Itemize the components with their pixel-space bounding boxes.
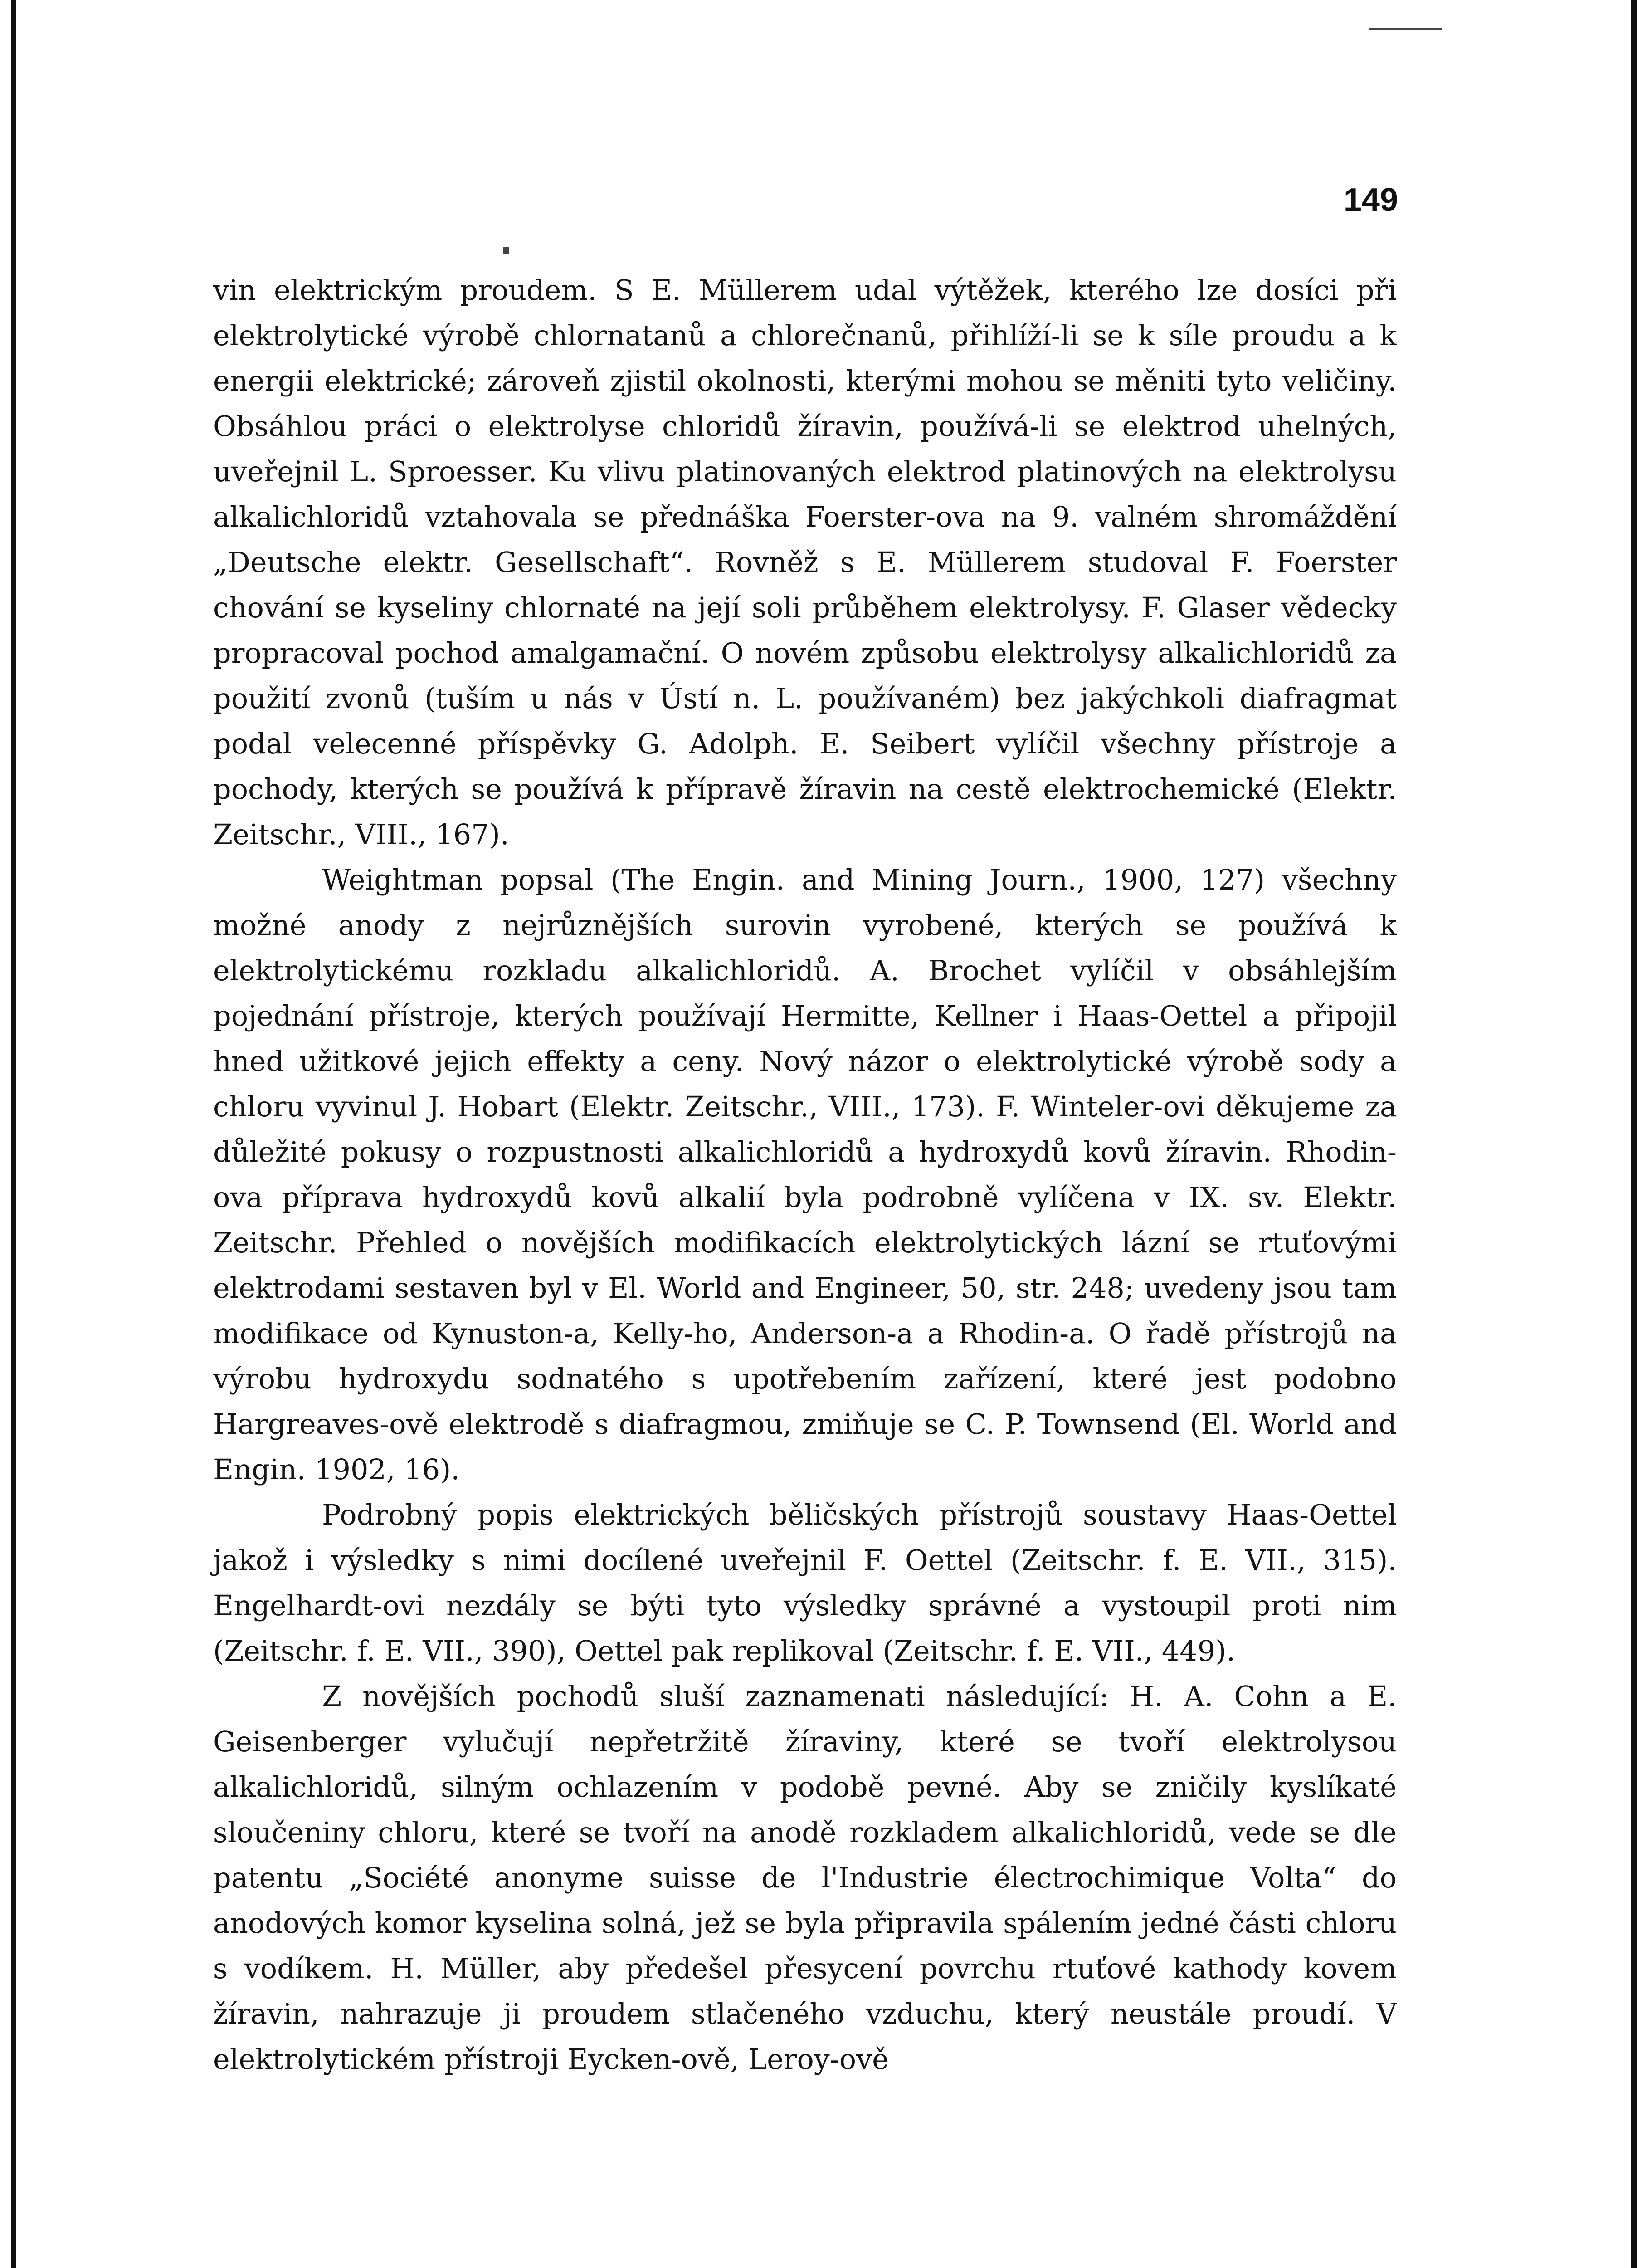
body-text	[213, 268, 1397, 2082]
scan-mark-dot	[503, 247, 509, 254]
paragraph-4: Z novějších pochodů sluší zaznamenati následující: H. A. Cohn a E. Geisenberger vylučují nepřetržitě žíraviny, které se tvoří elektrolysou alkalichloridů, silným ochlazením v podobě pevné. Aby se zničily kyslíkaté sloučeniny chloru, které se tvoří na anodě rozkladem alkalichloridů, vede se dle patentu „Société anonyme suisse de l'Industrie électrochimique Volta“ do anodových komor kyselina solná, jež se byla připravila spálením jedné části chloru s vodíkem. H. Müller, aby předešel přesycení povrchu rtuťové kathody kovem žíravin, nahrazuje ji proudem stlačeného vzduchu, který neustále proudí. V elektrolytickém přístroji Eycken-ově, Leroy-ově	[213, 1680, 1397, 2076]
page-number: 149	[1343, 182, 1398, 218]
paragraph-2: Weightman popsal (The Engin. and Mining Journ., 1900, 127) všechny možné anody z nejrůznějších surovin vyrobené, kterých se používá k elektrolytickému rozkladu alkalichloridů. A. Brochet vylíčil v obsáhlejším pojednání přístroje, kterých používají Hermitte, Kellner i Haas-Oettel a připojil hned užitkové jejich effekty a ceny. Nový názor o elektrolytické výrobě sody a chloru vyvinul J. Hobart (Elektr. Zeitschr., VIII., 173). F. Winteler-ovi děkujeme za důležité pokusy o rozpustnosti alkalichloridů a hydroxydů kovů žíravin. Rhodin-ova příprava hydroxydů kovů alkalií byla podrobně vylíčena v IX. sv. Elektr. Zeitschr. Přehled o novějších modifikacích elektrolytických lázní se rtuťovými elektrodami sestaven byl v El. World and Engineer, 50, str. 248; uvedeny jsou tam modifikace od Kynuston-a, Kelly-ho, Anderson-a a Rhodin-a. O řadě přístrojů na výrobu hydroxydu sodnatého s upotřebením zařízení, které jest podobno Hargreaves-ově elektrodě s diafragmou, zmiňuje se C. P. Townsend (El. World and Engin. 1902, 16).	[213, 863, 1397, 1486]
paragraph-3: Podrobný popis elektrických běličských přístrojů soustavy Haas-Oettel jakož i výsledky s nimi docílené uveřejnil F. Oettel (Zeitschr. f. E. VII., 315). Engelhardt-ovi nezdály se býti tyto výsledky správné a vystoupil proti nim (Zeitschr. f. E. VII., 390), Oettel pak replikoval (Zeitschr. f. E. VII., 449).	[213, 1498, 1397, 1667]
scan-mark-top-right	[1369, 28, 1442, 30]
paragraph-1: vin elektrickým proudem. S E. Müllerem udal výtěžek, kterého lze dosíci při elektrolytické výrobě chlornatanů a chlorečnanů, přihlíží-li se k síle proudu a k energii elektrické; zároveň zjistil okolnosti, kterými mohou se měniti tyto veličiny. Obsáhlou práci o elektrolyse chloridů žíravin, používá-li se elektrod uhelných, uveřejnil L. Sproesser. Ku vlivu platinovaných elektrod platinových na elektrolysu alkalichloridů vztahovala se přednáška Foerster-ova na 9. valném shromáždění „Deutsche elektr. Gesellschaft“. Rovněž s E. Müllerem studoval F. Foerster chování se kyseliny chlornaté na její soli průběhem elektrolysy. F. Glaser vědecky propracoval pochod amalgamační. O novém způsobu elektrolysy alkalichloridů za použití zvonů (tuším u nás v Ústí n. L. používaném) bez jakýchkoli diafragmat podal velecenné příspěvky G. Adolph. E. Seibert vylíčil všechny přístroje a pochody, kterých se používá k přípravě žíravin na cestě elektrochemické (Elektr. Zeitschr., VIII., 167).	[213, 274, 1397, 851]
